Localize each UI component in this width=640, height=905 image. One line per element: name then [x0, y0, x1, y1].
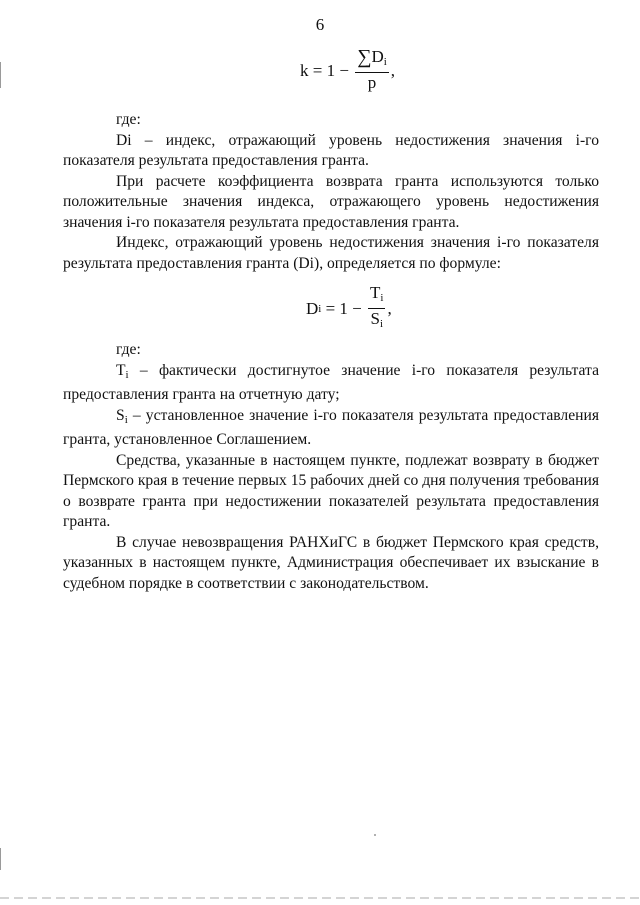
formula-d-lhs-var: D [306, 299, 319, 318]
formula-d-eq: = 1 − [321, 299, 367, 318]
formula-k-fraction [355, 48, 389, 93]
si-sub: i [124, 413, 128, 426]
formula-d-tail: , [387, 299, 392, 318]
formula-k [300, 48, 395, 93]
refund-paragraph: Средства, указанные в настоящем пункте, подлежат возврату в бюджет Пермского края в течение первых 15 рабочих дней со дня получения требования о возврате гранта при недостижении показателей результата предоставления гранта. [63, 451, 599, 530]
enforcement-paragraph: В случае невозвращения РАНХиГС в бюджет Пермского края средств, указанных в настоящем пункте, Администрация обеспечивает их взыскание в судебном порядке в соответствии с законодательством. [63, 533, 599, 592]
scan-edge-mark-top [0, 62, 1, 88]
formula-d-den-sub: i [379, 318, 384, 330]
formula-k-denominator: p [367, 73, 377, 92]
formula-d [306, 284, 392, 334]
text-block-1 [63, 110, 599, 274]
index-intro-paragraph: Индекс, отражающий уровень недостижения значения i-го показателя результата предоставления гранта (Di), определяется по формуле: [63, 234, 599, 272]
formula-d-lhs-sub: i [318, 303, 322, 315]
formula-d-den-var: S [370, 309, 380, 328]
ti-definition [63, 361, 599, 406]
si-def-text: – установленное значение i-го показателя результата предоставления гранта, установленное Соглашением. [63, 406, 599, 448]
si-var: S [116, 406, 125, 424]
formula-d-numerator [368, 284, 385, 309]
di-definition: Di – индекс, отражающий уровень недостижения значения i-го показателя результата предоставления гранта. [63, 131, 599, 169]
formula-k-num-var: D [371, 47, 384, 66]
formula-k-lhs: k = 1 − [300, 60, 354, 80]
calc-note-paragraph: При расчете коэффициента возврата гранта используются только положительные значения индекса, отражающего уровень недостижения значения i-го показателя результата предоставления гранта. [63, 172, 599, 231]
sum-symbol: ∑ [357, 46, 372, 68]
scan-speck [374, 834, 376, 836]
ti-sub: i [125, 368, 129, 381]
formula-d-denominator [368, 309, 385, 334]
formula-k-num-sub: i [383, 56, 387, 68]
formula-k-tail: , [390, 60, 396, 80]
formula-d-fraction [368, 284, 385, 334]
where-label-1: где: [116, 111, 141, 128]
scan-edge-mark-bottom [0, 848, 1, 870]
scan-bottom-line [0, 897, 640, 899]
si-definition [63, 406, 599, 451]
formula-k-numerator [355, 48, 389, 73]
formula-d-num-var: T [370, 283, 381, 302]
ti-def-text: – фактически достигнутое значение i-го показателя результата предоставления гранта на отчетную дату; [63, 361, 599, 403]
page-number: 6 [315, 15, 325, 34]
formula-d-num-sub: i [380, 292, 384, 304]
where-label-2: где: [116, 341, 141, 358]
text-block-2 [63, 340, 599, 594]
ti-var: T [116, 361, 126, 379]
